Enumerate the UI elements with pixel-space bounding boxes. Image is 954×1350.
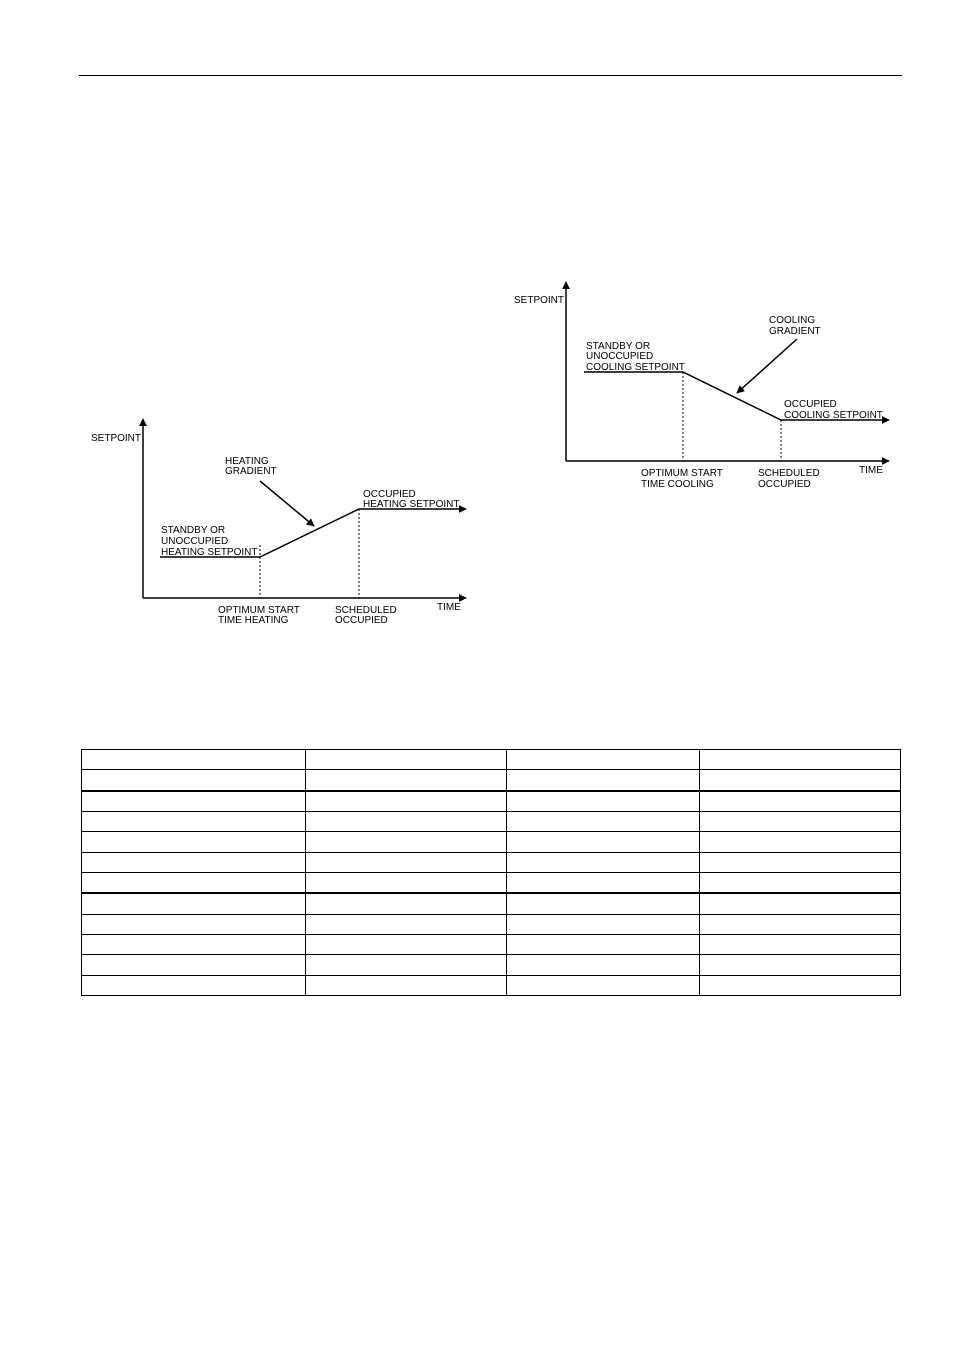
table-row: [82, 934, 901, 954]
heating-diagram: [91, 419, 466, 626]
table-cell: [306, 770, 507, 791]
table-cell: [82, 893, 306, 914]
table-cell: [507, 791, 700, 812]
table-cell: [82, 872, 306, 893]
table-cell: [306, 975, 507, 995]
table-cell: [82, 975, 306, 995]
table-cell: [507, 914, 700, 934]
table-cell: [82, 955, 306, 975]
heating-start-label-2: UNOCCUPIED: [161, 536, 229, 547]
table-row: [82, 872, 901, 893]
table-cell: [306, 872, 507, 893]
table-cell: [507, 750, 700, 770]
heating-end-label-1: OCCUPIED: [363, 489, 416, 500]
empty-table-body: [82, 750, 901, 996]
table-cell: [306, 955, 507, 975]
table-cell: [700, 811, 901, 831]
table-cell: [700, 832, 901, 852]
table-cell: [82, 750, 306, 770]
cooling-gradient-label-2: GRADIENT: [769, 326, 821, 337]
table-cell: [82, 832, 306, 852]
cooling-start-label-3: COOLING SETPOINT: [586, 362, 685, 373]
cooling-marker-1-label-1: OPTIMUM START: [641, 468, 723, 479]
table-row: [82, 893, 901, 914]
table-cell: [700, 955, 901, 975]
table-cell: [82, 934, 306, 954]
heating-marker-2-label-2: OCCUPIED: [335, 615, 388, 626]
table-cell: [306, 750, 507, 770]
cooling-start-label-2: UNOCCUPIED: [586, 351, 654, 362]
table-row: [82, 791, 901, 812]
table-cell: [700, 791, 901, 812]
cooling-start-label-1: STANDBY OR: [586, 341, 651, 352]
heating-end-label-2: HEATING SETPOINT: [363, 499, 460, 510]
cooling-end-label-2: COOLING SETPOINT: [784, 410, 883, 421]
heating-x-axis-label: TIME: [437, 602, 461, 613]
cooling-marker-2-label-1: SCHEDULED: [758, 468, 820, 479]
table-cell: [507, 832, 700, 852]
table-row: [82, 832, 901, 852]
heating-marker-1-label-2: TIME HEATING: [218, 615, 289, 626]
table-cell: [306, 852, 507, 872]
table-cell: [700, 934, 901, 954]
table-cell: [507, 770, 700, 791]
heating-marker-1-label-1: OPTIMUM START: [218, 605, 300, 616]
table-row: [82, 770, 901, 791]
table-cell: [507, 955, 700, 975]
table-cell: [700, 852, 901, 872]
table-cell: [700, 770, 901, 791]
table-cell: [306, 791, 507, 812]
table-cell: [82, 791, 306, 812]
table-cell: [507, 975, 700, 995]
cooling-marker-2-label-2: OCCUPIED: [758, 479, 811, 490]
heating-gradient-pointer: [260, 481, 314, 526]
table-cell: [700, 975, 901, 995]
heating-y-axis-label: SETPOINT: [91, 433, 142, 444]
heating-gradient-label-1: HEATING: [225, 456, 269, 467]
table-cell: [82, 852, 306, 872]
table-row: [82, 852, 901, 872]
table-cell: [82, 811, 306, 831]
table-cell: [306, 832, 507, 852]
table-cell: [700, 750, 901, 770]
heating-start-label-1: STANDBY OR: [161, 525, 226, 536]
cooling-marker-1-label-2: TIME COOLING: [641, 479, 714, 490]
table-row: [82, 750, 901, 770]
heating-start-label-3: HEATING SETPOINT: [161, 547, 258, 558]
cooling-diagram: [514, 282, 889, 490]
cooling-end-label-1: OCCUPIED: [784, 399, 837, 410]
table-cell: [306, 893, 507, 914]
table-cell: [700, 893, 901, 914]
cooling-gradient-label-1: COOLING: [769, 315, 816, 326]
table-cell: [82, 914, 306, 934]
table-cell: [507, 893, 700, 914]
table-cell: [507, 811, 700, 831]
table-cell: [507, 934, 700, 954]
empty-table: [81, 749, 901, 996]
table-row: [82, 975, 901, 995]
table-cell: [306, 811, 507, 831]
table-cell: [306, 934, 507, 954]
cooling-gradient-pointer: [737, 339, 797, 393]
table-cell: [700, 872, 901, 893]
table-row: [82, 955, 901, 975]
heating-gradient-label-2: GRADIENT: [225, 466, 277, 477]
table-cell: [507, 872, 700, 893]
table-cell: [82, 770, 306, 791]
table-cell: [507, 852, 700, 872]
table-row: [82, 914, 901, 934]
table-cell: [306, 914, 507, 934]
heating-marker-2-label-1: SCHEDULED: [335, 605, 397, 616]
cooling-y-axis-label: SETPOINT: [514, 295, 565, 306]
table-row: [82, 811, 901, 831]
table-cell: [700, 914, 901, 934]
cooling-x-axis-label: TIME: [859, 465, 883, 476]
